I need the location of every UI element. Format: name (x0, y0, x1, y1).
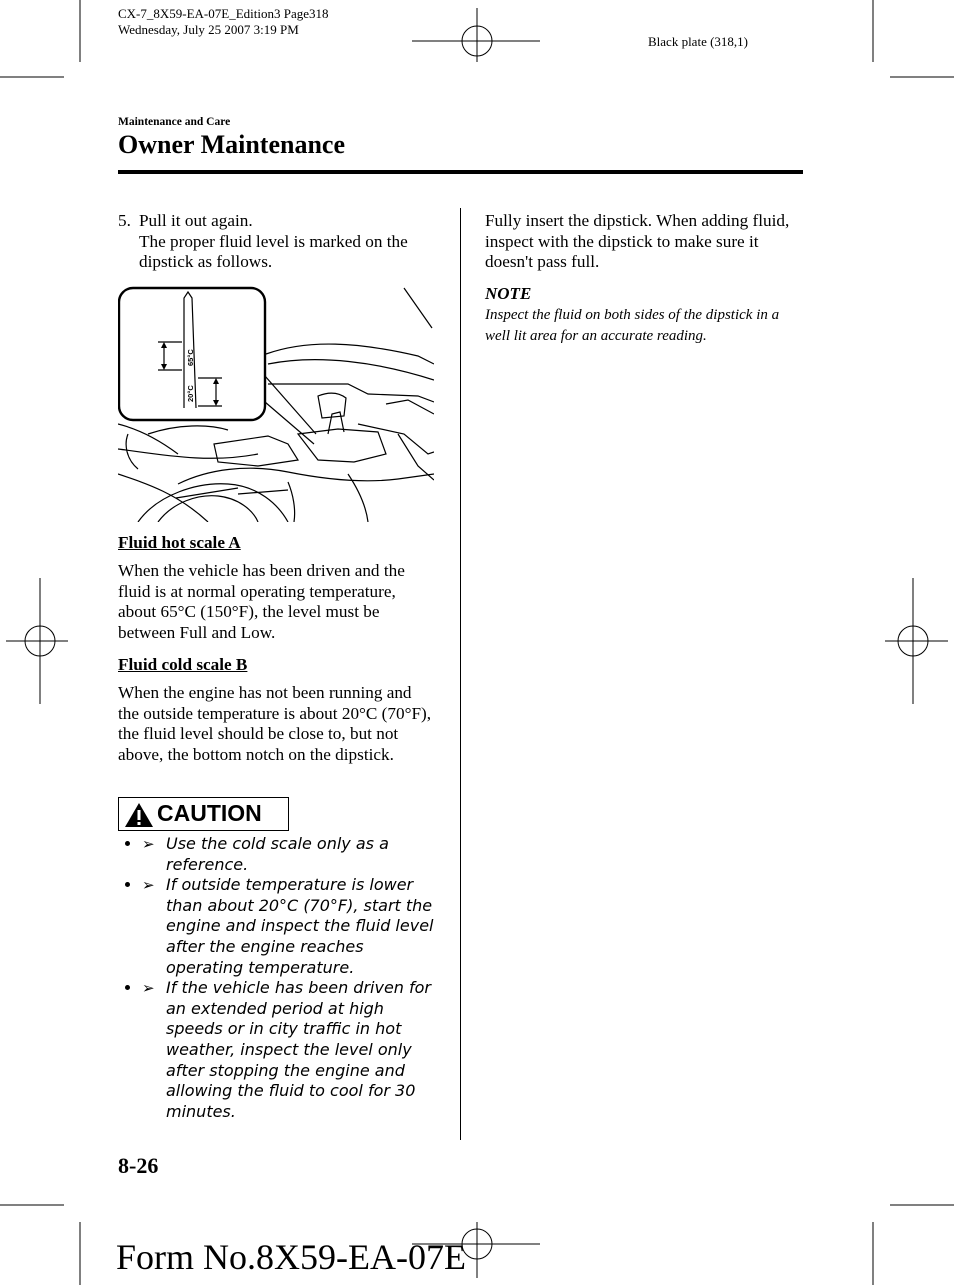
print-job-info (118, 6, 329, 38)
caution-item (142, 834, 438, 875)
caution-item-text: If outside temperature is lower than about 20°C (70°F), start the engine and inspect the fluid level after the engine reaches operating temperature. (166, 875, 434, 977)
note-text: Inspect the fluid on both sides of the dipstick in a well lit area for an accurate reading. (485, 307, 780, 344)
plate-label: Black plate (318,1) (648, 34, 748, 49)
caution-list (142, 834, 438, 1122)
print-job-date: Wednesday, July 25 2007 3:19 PM (118, 22, 299, 37)
form-number: Form No.8X59-EA-07E (116, 1237, 466, 1277)
cold-scale-text: When the engine has not been running and the outside temperature is about 20°C (70°F), the fluid level should be close to, but not above, the bottom notch on the dipstick. (118, 683, 432, 764)
print-job-file: CX-7_8X59-EA-07E_Edition3 Page318 (118, 6, 329, 21)
warning-icon (124, 802, 154, 828)
column-divider (460, 208, 461, 1140)
caution-box (118, 797, 289, 831)
step-number: 5. (118, 211, 131, 230)
dipstick-label-hot: 65°C (186, 349, 195, 366)
page-number: 8-26 (118, 1153, 159, 1178)
dipstick-insert-text: Fully insert the dipstick. When adding fluid, inspect with the dipstick to make sure it doesn't pass full. (485, 211, 790, 272)
note-title: NOTE (485, 284, 532, 303)
step-text: Pull it out again. (139, 211, 253, 230)
caution-item-text: If the vehicle has been driven for an extended period at high speeds or in city traffic in hot weather, inspect the level only after stopping the engine and allowing the fluid to cool for 30 minutes. (166, 978, 432, 1121)
dipstick-figure (118, 284, 434, 522)
hot-scale-heading: Fluid hot scale A (118, 533, 241, 552)
arrow-bullet-icon: • ➢ (142, 876, 155, 895)
arrow-bullet-icon: • ➢ (142, 979, 155, 998)
title-rule (118, 170, 803, 174)
hot-scale-text: When the vehicle has been driven and the fluid is at normal operating temperature, about 65°C (150°F), the level must be between Full and Low. (118, 561, 405, 642)
caution-item-text: Use the cold scale only as a reference. (166, 834, 389, 874)
step-detail: The proper fluid level is marked on the dipstick as follows. (139, 231, 408, 272)
arrow-bullet-icon: • ➢ (142, 835, 155, 853)
dipstick-label-cold: 20°C (186, 385, 195, 402)
page-title: Owner Maintenance (118, 130, 345, 159)
cold-scale-heading: Fluid cold scale B (118, 655, 248, 674)
step-5 (118, 211, 434, 273)
section-label: Maintenance and Care (118, 116, 231, 128)
caution-label: CAUTION (157, 800, 262, 826)
caution-item (142, 978, 438, 1122)
caution-item (142, 875, 438, 978)
